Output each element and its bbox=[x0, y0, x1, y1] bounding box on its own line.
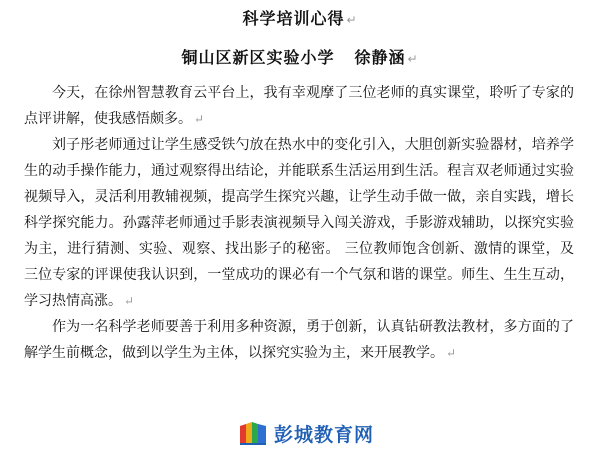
books-icon bbox=[238, 420, 268, 446]
title-text: 科学培训心得 bbox=[242, 9, 345, 28]
paragraph bbox=[24, 80, 574, 132]
document-body bbox=[24, 80, 574, 366]
watermark-text: 彭城教育网 bbox=[274, 423, 375, 446]
author-name: 徐静涵 bbox=[354, 48, 406, 67]
watermark-logo bbox=[238, 418, 374, 448]
paragraph-mark-icon: ↵ bbox=[407, 52, 419, 66]
paragraph-text: 作为一名科学老师要善于利用多种资源，勇于创新，认真钻研教法教材，多方面的了解学生前概念，做到以学生为主体，以探究实验为主，来开展教学。 bbox=[24, 319, 574, 361]
paragraph-mark-icon: ↵ bbox=[346, 13, 358, 27]
paragraph-text: 今天，在徐州智慧教育云平台上，我有幸观摩了三位老师的真实课堂，聆听了专家的点评讲解，使我感悟颇多。 bbox=[24, 85, 574, 127]
paragraph-mark-icon: ↵ bbox=[446, 346, 457, 360]
author-line bbox=[0, 45, 600, 68]
paragraph-mark-icon: ↵ bbox=[194, 112, 205, 126]
paragraph bbox=[24, 132, 574, 314]
paragraph bbox=[24, 314, 574, 366]
document-title bbox=[0, 6, 600, 29]
paragraph-mark-icon: ↵ bbox=[124, 294, 135, 308]
school-name: 铜山区新区实验小学 bbox=[181, 48, 335, 67]
paragraph-text: 刘子彤老师通过让学生感受铁勺放在热水中的变化引入，大胆创新实验器材，培养学生的动手操作能力，通过观察得出结论，并能联系生活运用到生活。程言双老师通过实验视频导入，灵活利用教辅视频，提高学生探究兴趣，让学生动手做一做，亲自实践，增长科学探究能力。孙露萍老师通过手影表演视频导入闯关游戏，手影游戏辅助，以探究实验为主，进行猜测、实验、观察、找出影子的秘密。 三位教师饱含创新、激情的课堂，及三位专家的评课使我认识到，一堂成功的课必有一个气氛和谐的课堂。师生、生生互动，学习热情高涨。 bbox=[24, 137, 574, 309]
